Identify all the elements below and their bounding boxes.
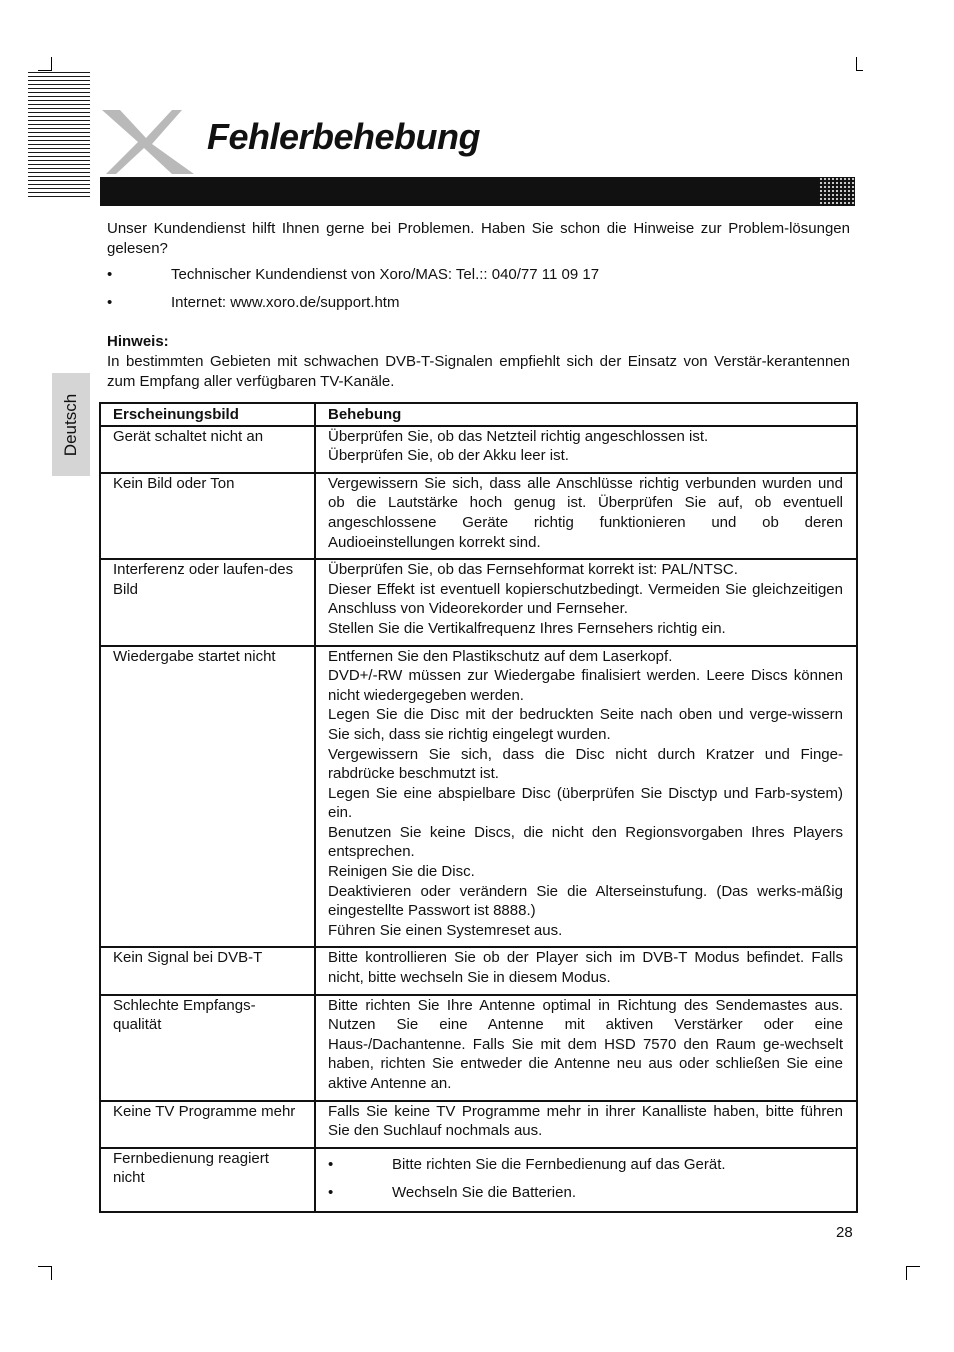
fix-cell — [315, 426, 857, 473]
title-bar-dot-pattern — [819, 177, 855, 206]
fix-line: Stellen Sie die Vertikalfrequenz Ihres Fernsehers richtig ein. — [328, 619, 726, 637]
fix-line: DVD+/-RW müssen zur Wiedergabe finalisiert werden. Leere Discs können nicht wiedergegeben werden. — [328, 667, 843, 704]
crop-mark-bottom-left-v — [51, 1266, 52, 1280]
fix-line: Führen Sie einen Systemreset aus. — [328, 921, 563, 939]
title-bar — [100, 177, 855, 206]
fix-line: Legen Sie die Disc mit der bedruckten Seite nach oben und verge-wissern Sie sich, dass sie richtig eingelegt wurden. — [328, 706, 843, 743]
bullet-icon: • — [107, 294, 113, 311]
fix-cell — [315, 1101, 857, 1148]
column-header-symptom: Erscheinungsbild — [100, 403, 315, 426]
table-row — [100, 646, 857, 948]
fix-cell — [315, 995, 857, 1101]
language-side-tab-label: Deutsch — [61, 393, 80, 456]
bullet-icon: • — [107, 266, 113, 283]
language-side-tab — [52, 373, 90, 476]
symptom-cell: Kein Signal bei DVB-T — [100, 947, 315, 994]
fix-bullet-text: Wechseln Sie die Batterien. — [392, 1183, 576, 1201]
table-row — [100, 995, 857, 1101]
bullet-icon: • — [328, 1183, 334, 1201]
intro-bullet-text: Internet: www.xoro.de/support.htm — [171, 294, 400, 311]
crop-mark-top-left-v — [51, 57, 52, 71]
symptom-cell: Kein Bild oder Ton — [100, 473, 315, 559]
table-row — [100, 947, 857, 994]
fix-line: Benutzen Sie keine Discs, die nicht den Regionsvorgaben Ihres Players entsprechen. — [328, 823, 843, 861]
symptom-cell: Fernbedienung reagiert nicht — [100, 1148, 315, 1212]
table-row — [100, 559, 857, 645]
page-title: Fehlerbehebung — [207, 116, 481, 157]
fix-line: Überprüfen Sie, ob das Netzteil richtig angeschlossen ist. — [328, 427, 709, 445]
crop-mark-bottom-left-h — [38, 1266, 52, 1267]
fix-line: Bitte richten Sie Ihre Antenne optimal in Richtung des Sendemastes aus. Nutzen Sie eine Antenne mit aktiven Verstärker oder eine Haus-/Dachantenne. Falls Sie mit dem HSD 7570 den Raum ge-wechselt haben, richten Sie entweder die Antenne neu aus oder schließen Sie eine aktive Antenne an. — [328, 996, 843, 1092]
bullet-icon: • — [328, 1155, 334, 1173]
fix-cell — [315, 559, 857, 645]
table-body — [100, 426, 857, 1212]
symptom-cell: Interferenz oder laufen-des Bild — [100, 559, 315, 645]
intro-text: Unser Kundendienst hilft Ihnen gerne bei Problemen. Haben Sie schon die Hinweise zur Problem-lösungen gelesen? — [107, 220, 850, 257]
table-header-row — [100, 403, 857, 426]
table-row — [100, 426, 857, 473]
table-row — [100, 1148, 857, 1212]
crop-mark-bottom-right-h — [906, 1266, 920, 1267]
fix-line: Legen Sie eine abspielbare Disc (überprüfen Sie Disctyp und Farb-system) ein. — [328, 784, 843, 822]
crop-mark-top-right-h — [856, 70, 863, 71]
fix-line: Reinigen Sie die Disc. — [328, 863, 475, 881]
fix-line: Dieser Effekt ist eventuell kopierschutzbedingt. Vermeiden Sie gleichzeitigen Anschluss von Videorekorder und Fernseher. — [328, 580, 843, 618]
note-text: In bestimmten Gebieten mit schwachen DVB-T-Signalen empfiehlt sich der Einsatz von Verstär-kerantennen zum Empfang aller verfügbaren TV-Kanäle. — [107, 353, 850, 390]
fix-line: Bitte kontrollieren Sie ob der Player sich im DVB-T Modus befindet. Falls nicht, bitte wechseln Sie in diesem Modus. — [328, 949, 843, 987]
fix-line: Überprüfen Sie, ob das Fernsehformat korrekt ist: PAL/NTSC. — [328, 561, 738, 579]
xoro-logo-x-icon — [98, 108, 198, 178]
fix-bullet-text: Bitte richten Sie die Fernbedienung auf das Gerät. — [392, 1155, 726, 1173]
intro-bullet-text: Technischer Kundendienst von Xoro/MAS: Tel.:: 040/77 11 09 17 — [171, 266, 600, 283]
table-row — [100, 1101, 857, 1148]
symptom-cell: Schlechte Empfangs-qualität — [100, 995, 315, 1101]
fix-line: Vergewissern Sie sich, dass die Disc nicht durch Kratzer und Finge-rabdrücke beschmutzt ist. — [328, 745, 843, 783]
page-number: 28 — [836, 1224, 853, 1241]
fix-cell — [315, 473, 857, 559]
table-row — [100, 473, 857, 559]
note-heading: Hinweis: — [107, 333, 169, 350]
fix-line: Deaktivieren oder verändern Sie die Alterseinstufung. (Das werks-mäßig eingestellte Passwort ist 8888.) — [328, 882, 843, 920]
symptom-cell: Gerät schaltet nicht an — [100, 426, 315, 473]
decorative-stripes — [28, 72, 90, 200]
crop-mark-top-right-v — [856, 57, 857, 71]
crop-mark-bottom-right-v — [906, 1266, 907, 1280]
troubleshooting-table — [99, 402, 858, 1213]
crop-mark-top-left-h — [38, 70, 52, 71]
symptom-cell: Wiedergabe startet nicht — [100, 646, 315, 948]
fix-line: Falls Sie keine TV Programme mehr in ihrer Kanalliste haben, bitte führen Sie den Suchlauf nochmals aus. — [328, 1102, 843, 1140]
column-header-fix: Behebung — [315, 403, 857, 426]
fix-bullet-item — [328, 1177, 843, 1205]
fix-line: Vergewissern Sie sich, dass alle Anschlüsse richtig verbunden wurden und ob die Lautstärke hoch genug ist. Überprüfen Sie auf, ob eventuell angeschlossene Geräte richtig funktionieren und ob deren Audioeinstellungen korrekt sind. — [328, 474, 843, 551]
fix-line: Entfernen Sie den Plastikschutz auf dem Laserkopf. — [328, 647, 673, 665]
fix-cell — [315, 646, 857, 948]
fix-cell — [315, 947, 857, 994]
fix-bullet-item — [328, 1149, 843, 1177]
fix-cell — [315, 1148, 857, 1212]
fix-line: Überprüfen Sie, ob der Akku leer ist. — [328, 447, 569, 465]
symptom-cell: Keine TV Programme mehr — [100, 1101, 315, 1148]
